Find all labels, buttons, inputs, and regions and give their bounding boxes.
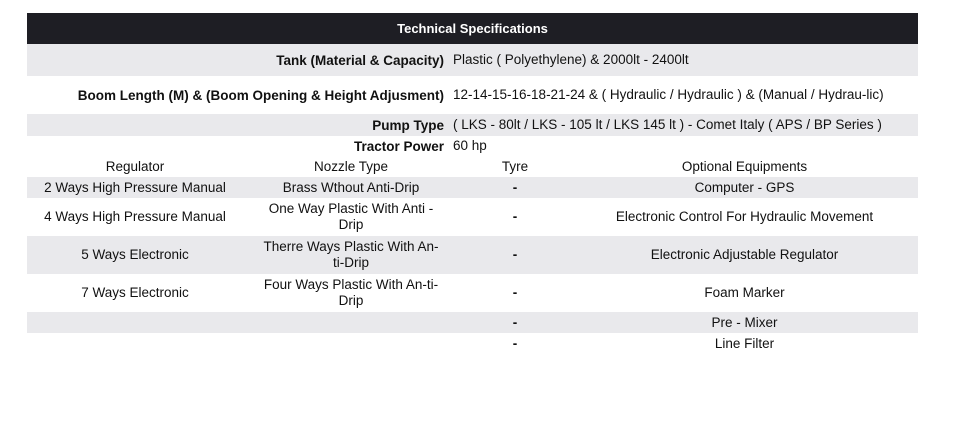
column-header-tyre: Tyre [501, 158, 529, 174]
spec-value: ( LKS - 80lt / LKS - 105 lt / LKS 145 lt ) - Comet Italy ( APS / BP Series ) [453, 117, 882, 132]
column-header-regulator: Regulator [105, 158, 165, 174]
optional-equipment-cell: Foam Marker [704, 285, 785, 300]
regulator-cell: 2 Ways High Pressure Manual [44, 179, 226, 195]
table-row [27, 177, 918, 198]
spec-row-tank [27, 44, 918, 76]
nozzle-type-cell: Brass Wthout Anti-Drip [282, 179, 420, 195]
nozzle-type-cell: Four Ways Plastic With An-ti-Drip [263, 277, 439, 308]
spec-label: Tank (Material & Capacity) [276, 52, 444, 68]
column-header-nozzle-type: Nozzle Type [313, 158, 389, 174]
optional-equipment-cell: Electronic Adjustable Regulator [650, 247, 839, 262]
tyre-cell: - [512, 314, 518, 330]
spec-title: Technical Specifications [27, 13, 918, 44]
spec-table [27, 13, 918, 354]
optional-equipment-cell: Computer - GPS [694, 179, 795, 195]
optional-equipment-cell: Electronic Control For Hydraulic Movement [615, 209, 874, 224]
spec-value: 60 hp [453, 138, 487, 153]
column-headers [27, 156, 918, 177]
table-row [27, 274, 918, 312]
spec-row-pump [27, 114, 918, 136]
spec-label: Boom Length (M) & (Boom Opening & Height Adjusment) [77, 87, 444, 103]
regulator-cell: 7 Ways Electronic [81, 285, 189, 300]
tyre-cell: - [512, 335, 518, 351]
spec-row-boom [27, 76, 918, 114]
nozzle-type-cell: Therre Ways Plastic With An-ti-Drip [263, 239, 439, 270]
tyre-cell: - [512, 179, 518, 195]
spec-value: Plastic ( Polyethylene) & 2000lt - 2400lt [453, 52, 689, 67]
tyre-cell: - [512, 209, 518, 224]
optional-equipment-cell: Pre - Mixer [711, 314, 778, 330]
optional-equipment-cell: Line Filter [714, 335, 775, 351]
tyre-cell: - [512, 285, 518, 300]
column-header-optional-equipments: Optional Equipments [681, 158, 808, 174]
regulator-cell: 4 Ways High Pressure Manual [44, 209, 226, 224]
table-row [27, 198, 918, 236]
spec-row-tractor [27, 136, 918, 156]
spec-label: Pump Type [372, 117, 444, 133]
table-row [27, 236, 918, 274]
regulator-cell: 5 Ways Electronic [81, 247, 189, 262]
table-row [27, 312, 918, 333]
table-row [27, 333, 918, 354]
nozzle-type-cell: One Way Plastic With Anti -Drip [268, 201, 434, 232]
spec-value: 12-14-15-16-18-21-24 & ( Hydraulic / Hydraulic ) & (Manual / Hydrau-lic) [453, 87, 884, 102]
tyre-cell: - [512, 247, 518, 262]
spec-label: Tractor Power [353, 138, 444, 154]
